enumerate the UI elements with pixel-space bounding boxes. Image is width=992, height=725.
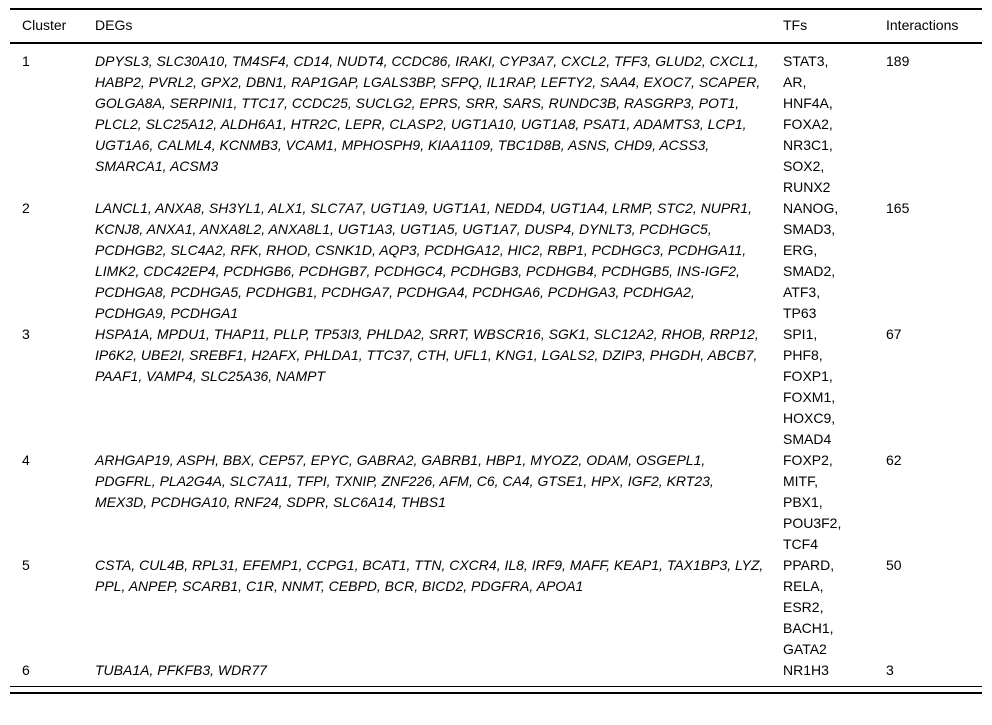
cluster-cell: 3	[22, 326, 30, 342]
tf-name: NR3C1,	[783, 137, 833, 153]
tfs-cell	[783, 555, 886, 660]
degs-cell: HSPA1A, MPDU1, THAP11, PLLP, TP53I3, PHLDA2, SRRT, WBSCR16, SGK1, SLC12A2, RHOB, RRP12, IP6K2, UBE2I, SREBF1, H2AFX, PHLDA1, TTC37, CTH, UFL1, KNG1, LGALS2, DZIP3, PHGDH, ABCB7, PAAF1, VAMP4, SLC25A36, NAMPT	[95, 326, 759, 384]
interactions-cell: 67	[886, 326, 902, 342]
tf-name: MITF,	[783, 473, 818, 489]
interactions-cell: 165	[886, 200, 910, 216]
tfs-cell	[783, 324, 886, 450]
header-interactions: Interactions	[886, 9, 982, 43]
table-header	[10, 9, 982, 43]
tf-name: RUNX2	[783, 179, 831, 195]
cluster-degs-table	[10, 8, 982, 687]
interactions-cell: 189	[886, 53, 910, 69]
interactions-cell: 3	[886, 662, 894, 678]
tf-name: SMAD3,	[783, 221, 836, 237]
tfs-cell	[783, 43, 886, 198]
degs-cell: DPYSL3, SLC30A10, TM4SF4, CD14, NUDT4, CCDC86, IRAKI, CYP3A7, CXCL2, TFF3, GLUD2, CXCL1, HABP2, PVRL2, GPX2, DBN1, RAP1GAP, LGALS3BP, SFPQ, IL1RAP, LEFTY2, SAA4, EXOC7, SCAPER, GOLGA8A, SERPINI1, TTC17, CCDC25, SUCLG2, EPRS, SRR, SARS, RUNDC3B, RASGRP3, POT1, PLCL2, SLC25A12, ALDH6A1, HTR2C, LEPR, CLASP2, UGT1A10, UGT1A8, PSAT1, ADAMTS3, LCP1, UGT1A6, CALML4, KCNMB3, VCAM1, MPHOSPH9, KIAA1109, TBC1D8B, ASNS, CHD9, ACSS3, SMARCA1, ACSM3	[95, 53, 761, 174]
header-cluster: Cluster	[10, 9, 95, 43]
tf-name: SOX2,	[783, 158, 825, 174]
degs-cell: CSTA, CUL4B, RPL31, EFEMP1, CCPG1, BCAT1, TTN, CXCR4, IL8, IRF9, MAFF, KEAP1, TAX1BP3, LYZ, PPL, ANPEP, SCARB1, C1R, NNMT, CEBPD, BCR, BICD2, PDGFRA, APOA1	[95, 557, 764, 594]
cluster-cell: 6	[22, 662, 30, 678]
table-row	[10, 450, 982, 555]
cluster-cell: 4	[22, 452, 30, 468]
tf-name: FOXP1,	[783, 368, 833, 384]
tf-name: TCF4	[783, 536, 818, 552]
tf-name: FOXA2,	[783, 116, 833, 132]
tf-name: RELA,	[783, 578, 824, 594]
cluster-cell: 1	[22, 53, 30, 69]
tf-name: ATF3,	[783, 284, 821, 300]
tf-name: PHF8,	[783, 347, 823, 363]
tf-name: STAT3,	[783, 53, 829, 69]
tf-name: HNF4A,	[783, 95, 833, 111]
tf-name: BACH1,	[783, 620, 834, 636]
header-tfs: TFs	[783, 9, 886, 43]
interactions-cell: 50	[886, 557, 902, 573]
tf-name: ESR2,	[783, 599, 824, 615]
tf-name: NR1H3	[783, 662, 829, 678]
tf-name: HOXC9,	[783, 410, 836, 426]
header-degs: DEGs	[95, 9, 783, 43]
degs-cell: TUBA1A, PFKFB3, WDR77	[95, 662, 267, 678]
header-row	[10, 9, 982, 43]
table-row	[10, 660, 982, 687]
tf-name: TP63	[783, 305, 817, 321]
tf-name: SMAD4	[783, 431, 832, 447]
table-row	[10, 198, 982, 324]
tf-name: POU3F2,	[783, 515, 842, 531]
table-row	[10, 43, 982, 198]
tf-name: NANOG,	[783, 200, 839, 216]
table-row	[10, 555, 982, 660]
degs-cell: LANCL1, ANXA8, SH3YL1, ALX1, SLC7A7, UGT1A9, UGT1A1, NEDD4, UGT1A4, LRMP, STC2, NUPR1, KCNJ8, ANXA1, ANXA8L2, ANXA8L1, UGT1A3, UGT1A5, UGT1A7, DUSP4, DYNLT3, PCDHGC5, PCDHGB2, SLC4A2, RFK, RHOD, CSNK1D, AQP3, PCDHGA12, HIC2, RBP1, PCDHGC3, PCDHGA11, LIMK2, CDC42EP4, PCDHGB6, PCDHGB7, PCDHGC4, PCDHGB3, PCDHGB4, PCDHGB5, INS-IGF2, PCDHGA8, PCDHGA5, PCDHGB1, PCDHGA7, PCDHGA4, PCDHGA6, PCDHGA3, PCDHGA2, PCDHGA9, PCDHGA1	[95, 200, 752, 321]
cluster-cell: 5	[22, 557, 30, 573]
cluster-cell: 2	[22, 200, 30, 216]
degs-cell: ARHGAP19, ASPH, BBX, CEP57, EPYC, GABRA2, GABRB1, HBP1, MYOZ2, ODAM, OSGEPL1, PDGFRL, PLA2G4A, SLC7A11, TFPI, TXNIP, ZNF226, AFM, C6, CA4, GTSE1, HPX, IGF2, KRT23, MEX3D, PCDHGA10, RNF24, SDPR, SLC6A14, THBS1	[95, 452, 714, 510]
table-row	[10, 324, 982, 450]
table-bottom-rule	[10, 692, 982, 694]
tf-name: SPI1,	[783, 326, 818, 342]
tf-name: SMAD2,	[783, 263, 836, 279]
tf-name: ERG,	[783, 242, 818, 258]
interactions-cell: 62	[886, 452, 902, 468]
tf-name: PPARD,	[783, 557, 835, 573]
tf-name: GATA2	[783, 641, 827, 657]
tfs-cell	[783, 660, 886, 687]
table-body	[10, 43, 982, 687]
tfs-cell	[783, 450, 886, 555]
tf-name: FOXM1,	[783, 389, 836, 405]
tf-name: PBX1,	[783, 494, 823, 510]
tf-name: AR,	[783, 74, 807, 90]
tf-name: FOXP2,	[783, 452, 833, 468]
tfs-cell	[783, 198, 886, 324]
